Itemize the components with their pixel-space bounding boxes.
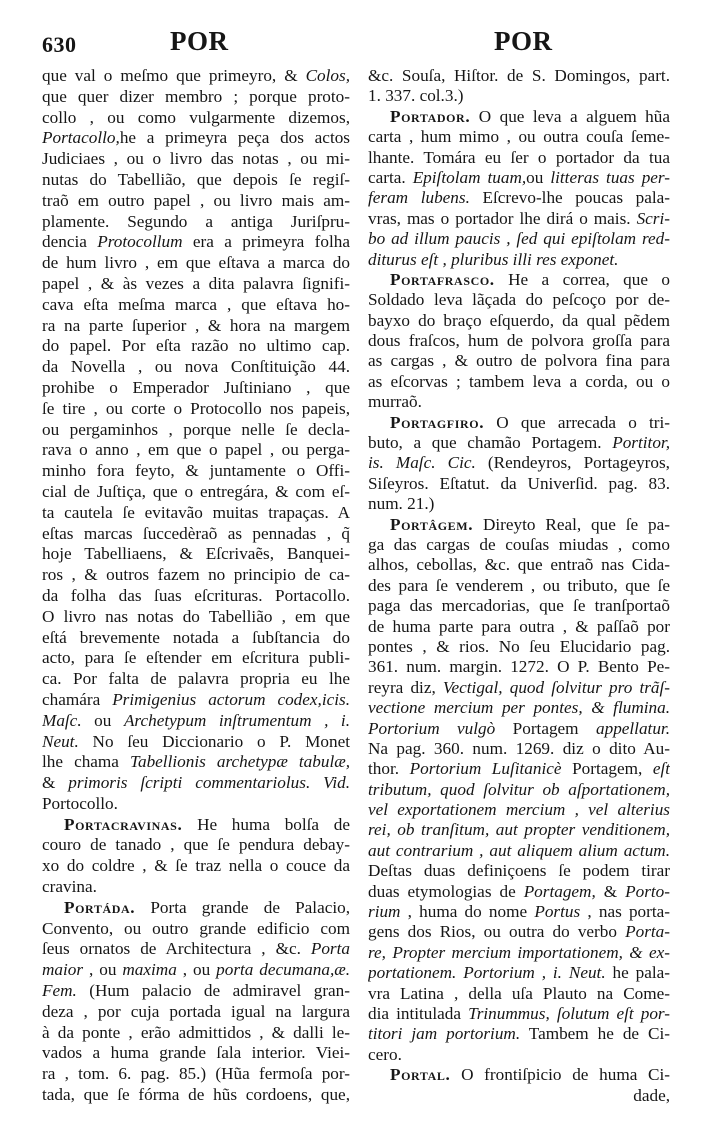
text-run: ſeus ornatos de Architectura , &c. <box>42 939 311 959</box>
entry-headword: Portáda. <box>64 897 136 917</box>
italic-text: feram lubens. <box>368 188 470 208</box>
italic-text: vel exportationem mercium , vel alterius <box>368 800 670 820</box>
text-line <box>368 351 670 371</box>
entry-headword: Portafrasco. <box>390 269 495 289</box>
text-line <box>368 882 670 902</box>
italic-text: Scri- <box>636 208 670 228</box>
text-run: tada, que ſe fórma de hũs cordoens, que, <box>42 1085 350 1105</box>
italic-text: Maſc. <box>42 710 82 730</box>
text-run: da Novella , ou nova Conſtituição 44. <box>42 357 350 377</box>
text-run: 361. num. margin. 1272. O P. Bento Pe- <box>368 657 670 677</box>
text-line <box>368 209 670 229</box>
italic-text: Archetypum inſtrumentum , i. <box>123 710 350 730</box>
text-line <box>42 960 350 981</box>
text-line <box>42 981 350 1002</box>
running-head-right: POR <box>494 26 553 56</box>
text-line <box>42 524 350 545</box>
text-line <box>368 535 670 555</box>
text-line <box>368 922 670 942</box>
text-line <box>368 127 670 147</box>
italic-text: vectione mercium per pontes, & flumina. <box>368 698 670 718</box>
text-run: ou <box>81 710 124 730</box>
text-run: thor. <box>368 759 410 779</box>
text-line <box>368 311 670 331</box>
text-line <box>42 669 350 690</box>
text-line <box>368 637 670 657</box>
running-head-left: POR <box>170 26 229 56</box>
italic-text: Portus <box>534 902 581 922</box>
text-run: as eſcorvas ; tambem leva a corda, ou o <box>368 371 670 391</box>
entry-headword: Portacravinas. <box>64 814 183 834</box>
text-run: de huma parte para outra , & paſſaõ por <box>368 616 670 636</box>
text-run: num. 21.) <box>368 494 435 514</box>
entry-headword: Portal. <box>390 1065 451 1085</box>
text-run: , ou <box>176 960 217 980</box>
text-run: ga das cargas de couſas miudas , como <box>368 534 670 554</box>
text-line <box>42 170 350 191</box>
italic-text: Neut. <box>42 731 79 751</box>
text-run: Eſcrevo-lhe poucas pala- <box>469 188 670 208</box>
text-line <box>368 331 670 351</box>
text-run: alhos, cebollas, &c. que entraõ nas Cida- <box>368 555 670 575</box>
italic-text: Primigenius actorum codex,icis. <box>112 689 350 709</box>
text-line <box>42 503 350 524</box>
text-run: nutas do Tabellião, que depois ſe regiſ- <box>42 169 350 189</box>
text-line <box>42 565 350 586</box>
text-line <box>368 1065 670 1085</box>
text-line <box>368 698 670 718</box>
text-run: da folha das ſuas eſcrituras. Portacollo. <box>42 585 350 605</box>
text-line <box>368 984 670 1004</box>
italic-text: Epiſtolam tuam, <box>412 167 527 187</box>
text-run: & <box>42 773 69 793</box>
text-run: Soldado leva lãçada do peſcoço por de- <box>368 290 670 310</box>
text-line <box>42 1085 350 1106</box>
text-line <box>368 392 670 412</box>
text-run: dencia <box>42 232 98 252</box>
text-run: rava o anno , em que o papel , ou perga- <box>42 440 350 460</box>
text-run: reyra diz, <box>368 677 443 697</box>
text-line <box>42 108 350 129</box>
text-line <box>368 86 670 106</box>
text-run: O que arrecada o tri- <box>484 412 670 432</box>
italic-text: Tabellionis archetypæ tabulæ, <box>130 752 350 772</box>
text-run: Tambem he de Ci- <box>520 1024 670 1044</box>
text-run: Deſtas duas definiçoens ſe podem tirar <box>368 861 670 881</box>
text-line <box>368 678 670 698</box>
text-run: He huma bolſa de <box>182 814 350 834</box>
text-run: dous fraſcos, hum de polvora groſſa para <box>368 331 670 351</box>
italic-text: bo ad illum paucis , ſed qui epiſtolam red- <box>368 229 670 249</box>
italic-text: Fem. <box>42 981 77 1001</box>
text-line <box>368 739 670 759</box>
text-run: cial de Juſtiça, que o entregára, & com eſ- <box>42 481 350 501</box>
text-line <box>368 229 670 249</box>
text-run: (Rendeyros, Portageyros, <box>475 453 670 473</box>
text-run: ou <box>526 167 551 187</box>
text-line <box>368 902 670 922</box>
text-line <box>42 1064 350 1085</box>
italic-text: Portorium Luſitanicè <box>409 759 562 779</box>
text-run: he pala- <box>605 963 670 983</box>
italic-text: Trinummus, ſolutum eſt por- <box>468 1003 670 1023</box>
text-line <box>368 188 670 208</box>
text-line <box>42 420 350 441</box>
text-line <box>368 841 670 861</box>
italic-text: eſt <box>652 759 670 779</box>
italic-text: Colos, <box>305 66 350 85</box>
text-line <box>368 168 670 188</box>
italic-text: rium <box>368 902 401 922</box>
text-line <box>42 274 350 295</box>
text-run: , huma do nome <box>400 902 535 922</box>
text-run: ou pergaminhos , porque nelle ſe decla- <box>42 419 350 439</box>
text-run: dade, <box>633 1085 670 1105</box>
text-run: Na pag. 360. num. 1269. diz o dito Au- <box>368 738 670 758</box>
text-line <box>42 586 350 607</box>
italic-text: Portacollo, <box>42 128 120 148</box>
text-run: he a primeyra peça dos actos <box>119 128 350 148</box>
text-line <box>368 372 670 392</box>
entry-headword: Portador. <box>390 106 471 126</box>
text-line <box>42 378 350 399</box>
text-run: carta. <box>368 167 413 187</box>
text-line <box>368 555 670 575</box>
text-run: vados a huma grande ſala interior. Viei- <box>42 1043 350 1063</box>
text-line <box>42 773 350 794</box>
text-run: Convento, ou outro grande edificio com <box>42 918 350 938</box>
text-line <box>368 66 670 86</box>
text-run: des para ſe venderem , ou tributo, que ſe <box>368 575 670 595</box>
text-line <box>368 494 670 514</box>
text-line <box>42 399 350 420</box>
text-line <box>42 732 350 753</box>
text-run: eſtá brevemente notada a ſubſtancia do <box>42 627 350 647</box>
text-run: eſtas marcas ſuccedèraõ as pennadas , q̃ <box>42 523 350 543</box>
text-run: cravina. <box>42 877 97 897</box>
text-line <box>42 482 350 503</box>
text-run: ca. Por falta de palavra propria eu lhe <box>42 669 350 689</box>
text-line <box>42 232 350 253</box>
text-line <box>42 295 350 316</box>
entry-headword: Portagfiro. <box>390 412 485 432</box>
text-run: Siſeyros. Eſtatut. da Univerſid. pag. 83. <box>368 473 670 493</box>
text-run: ta cautela ſe evitavão muitas trapaças. A <box>42 502 350 522</box>
text-line <box>42 690 350 711</box>
italic-text: is. Maſc. Cic. <box>368 453 476 473</box>
italic-text: maior <box>42 960 84 980</box>
text-run: lhe chama <box>42 752 131 772</box>
text-run: chamára <box>42 689 113 709</box>
text-run: prohibe o Emperador Juſtiniano , que <box>42 377 350 397</box>
text-run: O que leva a alguem hũa <box>470 106 670 126</box>
text-line <box>368 719 670 739</box>
text-line <box>42 711 350 732</box>
text-line <box>368 453 670 473</box>
text-run: , nas porta- <box>580 902 670 922</box>
text-line <box>42 316 350 337</box>
text-run: ra na parte ſuperior , & hora na margem <box>42 315 350 335</box>
text-line <box>42 440 350 461</box>
text-line <box>368 290 670 310</box>
italic-text: appellatur. <box>596 718 670 738</box>
text-run: cero. <box>368 1044 402 1064</box>
text-line <box>42 898 350 919</box>
text-line <box>368 800 670 820</box>
text-run: minho fora feyto, & juntamente o Offi- <box>42 461 350 481</box>
text-line <box>42 607 350 628</box>
text-line <box>368 433 670 453</box>
italic-text: tributum, quod ſolvitur ob aſportationem, <box>368 779 670 799</box>
text-run: paga das mercadorias, que ſe tranſportaõ <box>368 596 670 616</box>
text-line <box>42 752 350 773</box>
text-run: papel , & às vezes a dita palavra ſignifi- <box>42 273 350 293</box>
text-run: collo , ou como vulgarmente dizemos, <box>42 107 350 127</box>
text-line <box>42 628 350 649</box>
text-line <box>368 107 670 127</box>
text-line <box>42 794 350 815</box>
italic-text: Porta- <box>625 922 670 942</box>
text-run: lhante. Tomára eu ſer o portador da tua <box>368 147 670 167</box>
text-run: xo do coldre , & ſe traz nella o couce da <box>42 856 350 876</box>
text-run: que quer dizer membro ; porque proto- <box>42 86 350 106</box>
text-run: gens dos Rios, ou outra do verbo <box>368 922 626 942</box>
text-line <box>368 148 670 168</box>
text-run: couro de tanado , que ſe pendura debay- <box>42 835 350 855</box>
right-text-column <box>368 66 670 1106</box>
text-line <box>42 1043 350 1064</box>
text-run: O livro nas notas do Tabellião , em que <box>42 606 350 626</box>
italic-text: titori jam portorium. <box>368 1024 521 1044</box>
text-run: O frontiſpicio de huma Ci- <box>450 1065 670 1085</box>
text-line <box>42 919 350 940</box>
text-run: cava eſta meſma marca , que eſtava ho- <box>42 294 350 314</box>
text-line <box>368 1004 670 1024</box>
italic-text: primoris ſcripti commentariolus. Vid. <box>68 773 350 793</box>
text-run: hoje Tabelliaens, & Eſcrivaẽs, Banquei- <box>42 544 350 564</box>
text-line <box>368 413 670 433</box>
italic-text: Portitor, <box>612 433 670 453</box>
text-run: buto, a que chamão Portagem. <box>368 433 613 453</box>
text-run: (Hum palacio de admiravel gran- <box>76 981 350 1001</box>
text-line <box>42 357 350 378</box>
text-line <box>368 1045 670 1065</box>
text-line <box>42 835 350 856</box>
text-run: 1. 337. col.3.) <box>368 86 464 106</box>
text-run: de hum livro , em que eſtava a marca do <box>42 253 350 273</box>
text-run: Portagem <box>495 718 596 738</box>
text-run: ros , & outros fazem no principio de ca- <box>42 565 350 585</box>
text-run: Portagem, <box>561 759 653 779</box>
text-run: pontes , & rios. No ſeu Elucidario pag. <box>368 636 670 656</box>
text-run: do papel. Por eſta razão no ultimo cap. <box>42 336 350 356</box>
text-line <box>42 1002 350 1023</box>
italic-text: portationem. Portorium , i. Neut. <box>368 963 606 983</box>
text-line <box>42 212 350 233</box>
italic-text: rei, ob tranſitum, aut propter venditionem, <box>368 820 670 840</box>
text-line <box>42 648 350 669</box>
text-line <box>368 759 670 779</box>
text-line <box>368 250 670 270</box>
text-run: dia intitulada <box>368 1003 469 1023</box>
text-line <box>42 939 350 960</box>
text-run: He a correa, que o <box>494 269 670 289</box>
text-run: murraõ. <box>368 392 422 412</box>
text-run: vra Latina , della uſa Plauto na Come- <box>368 983 670 1003</box>
text-line <box>42 128 350 149</box>
text-line <box>42 191 350 212</box>
text-line <box>42 815 350 836</box>
text-line <box>368 576 670 596</box>
text-line <box>368 861 670 881</box>
text-run: carta , hum mimo , ou outra couſa ſeme- <box>368 127 670 147</box>
text-line <box>42 149 350 170</box>
text-line <box>42 856 350 877</box>
italic-text: maxima <box>122 960 177 980</box>
italic-text: Vectigal, quod ſolvitur pro trãſ- <box>442 677 670 697</box>
text-line <box>368 1024 670 1044</box>
text-line <box>368 963 670 983</box>
text-run: traõ em outro papel , ou livro mais am- <box>42 190 350 210</box>
text-run: , ou <box>83 960 123 980</box>
text-line <box>368 617 670 637</box>
text-run: as cargas , & outro de polvora fina para <box>368 351 670 371</box>
italic-text: porta decumana,æ. <box>216 960 350 980</box>
italic-text: diturus eſt , pluribus illi res exponet. <box>368 249 619 269</box>
text-line <box>368 596 670 616</box>
italic-text: re, Propter mercium importationem, & ex- <box>368 942 670 962</box>
text-line <box>368 820 670 840</box>
text-line <box>42 877 350 898</box>
text-line <box>368 270 670 290</box>
italic-text: Porta <box>310 939 350 959</box>
text-run: deza , por cuja portada igual na largura <box>42 1001 350 1021</box>
text-line <box>368 943 670 963</box>
entry-headword: Portâgem. <box>390 514 474 534</box>
text-line <box>42 1023 350 1044</box>
italic-text: Porto- <box>625 881 670 901</box>
text-run: acto, para ſe eſtender em eſcritura publi- <box>42 648 350 668</box>
text-run: ra , tom. 6. pag. 85.) (Hũa fermoſa por- <box>42 1064 350 1084</box>
italic-text: aut contrarium , aut aliquem alium actum. <box>368 840 670 860</box>
text-run: plamente. Segundo a antiga Juriſpru- <box>42 211 350 231</box>
text-run: Porta grande de Palacio, <box>135 897 350 917</box>
text-run: No ſeu Diccionario o P. Monet <box>78 731 350 751</box>
text-line <box>42 87 350 108</box>
left-text-column <box>42 66 350 1106</box>
text-run: duas etymologias de <box>368 881 524 901</box>
text-line <box>42 461 350 482</box>
italic-text: litteras tuas per- <box>550 167 670 187</box>
text-line <box>42 336 350 357</box>
text-run: Portocollo. <box>42 793 118 813</box>
text-run: &c. Souſa, Hiſtor. de S. Domingos, part. <box>368 66 670 85</box>
text-line <box>368 474 670 494</box>
italic-text: Portagem, <box>523 881 596 901</box>
text-line <box>368 1086 670 1106</box>
italic-text: Protocollum <box>97 232 183 252</box>
text-line <box>368 780 670 800</box>
text-run: & <box>595 881 626 901</box>
text-run: era a primeyra folha <box>182 232 350 252</box>
text-line <box>368 515 670 535</box>
text-run: bayxo do braço eſquerdo, da qual pẽdem <box>368 310 670 330</box>
text-run: Judiciaes , ou o livro das notas , ou mi- <box>42 149 350 169</box>
text-line <box>368 657 670 677</box>
text-run: vras, mas o portador lhe dirá o mais. <box>368 208 637 228</box>
text-line <box>42 544 350 565</box>
text-run: que val o meſmo que primeyro, & <box>42 66 306 85</box>
text-line <box>42 66 350 87</box>
text-run: ſe tire , ou corte o Protocollo nos papeis, <box>42 398 350 418</box>
italic-text: Portorium vulgò <box>368 718 496 738</box>
text-run: à da ponte , erão admittidos , & dalli le- <box>42 1022 350 1042</box>
text-run: Direyto Real, que ſe pa- <box>473 514 670 534</box>
text-line <box>42 253 350 274</box>
page-number: 630 <box>42 32 77 57</box>
